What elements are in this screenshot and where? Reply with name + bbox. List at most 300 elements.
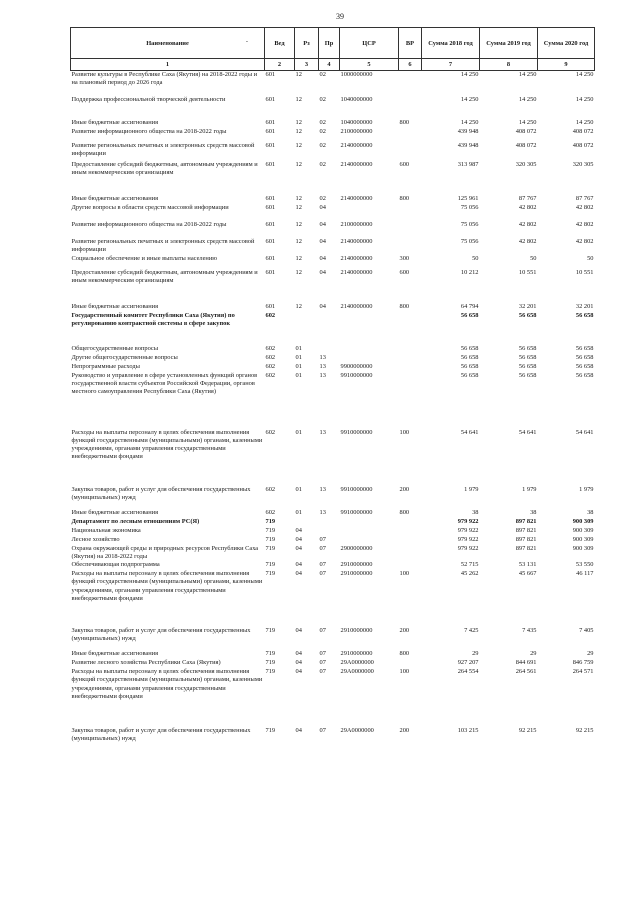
row-rz: 04 bbox=[295, 535, 302, 543]
table-row bbox=[71, 668, 595, 727]
row-sum-2020: 408 072 bbox=[572, 141, 594, 149]
row-csr: 1040000000 bbox=[340, 95, 373, 103]
row-csr: 2900000000 bbox=[340, 544, 373, 552]
row-pr: 04 bbox=[319, 203, 326, 211]
row-vr bbox=[399, 238, 422, 255]
row-pr: 02 bbox=[319, 127, 326, 135]
row-name: Расходы на выплаты персоналу в целях обеспечения выполнения функций государственными (муниципальными) органами, казенными учреждениями, органами управления государственными внебюджетными фондами bbox=[71, 428, 263, 461]
row-vr bbox=[399, 372, 422, 429]
row-vr: 100 bbox=[399, 668, 410, 676]
row-sum-2018: 979 922 bbox=[457, 544, 479, 552]
row-name: Другие общегосударственные вопросы bbox=[71, 353, 178, 361]
row-ved: 601 bbox=[265, 220, 276, 228]
row-pr bbox=[319, 518, 340, 527]
row-ved: 601 bbox=[265, 95, 276, 103]
row-csr: 2140000000 bbox=[340, 268, 373, 276]
row-sum-2019: 42 802 bbox=[518, 237, 537, 245]
row-vr bbox=[399, 527, 422, 536]
row-pr: 04 bbox=[319, 268, 326, 276]
row-pr: 02 bbox=[319, 141, 326, 149]
row-csr: 2100000000 bbox=[340, 220, 373, 228]
row-sum-2019: 29 bbox=[530, 650, 537, 658]
row-sum-2020: 46 117 bbox=[576, 570, 594, 578]
row-sum-2019: 1 979 bbox=[522, 485, 537, 493]
row-name: Предоставление субсидий бюджетным, автономным учреждениям и иным некоммерческим организациям bbox=[71, 160, 258, 176]
row-csr: 2100000000 bbox=[340, 127, 373, 135]
row-sum-2018: 45 262 bbox=[460, 570, 479, 578]
row-ved: 602 bbox=[265, 362, 276, 370]
column-index-cell: 9 bbox=[538, 59, 595, 71]
row-rz: 12 bbox=[295, 127, 302, 135]
row-sum-2018: 56 658 bbox=[460, 371, 479, 379]
row-csr: 2140000000 bbox=[340, 160, 373, 168]
row-rz: 01 bbox=[295, 428, 302, 436]
row-ved: 602 bbox=[265, 508, 276, 516]
column-index-cell: 7 bbox=[422, 59, 480, 71]
row-sum-2018: 313 987 bbox=[457, 160, 479, 168]
row-sum-2020: 42 802 bbox=[575, 237, 594, 245]
table-row bbox=[71, 518, 595, 527]
row-name: Лесное хозяйство bbox=[71, 535, 120, 543]
row-vr: 800 bbox=[399, 508, 410, 516]
row-name: Закупка товаров, работ и услуг для обеспечения государственных (муниципальных) нужд bbox=[71, 485, 251, 501]
row-sum-2018: 979 922 bbox=[457, 535, 479, 543]
row-name: Закупка товаров, работ и услуг для обеспечения государственных (муниципальных) нужд bbox=[71, 627, 251, 643]
row-csr: 2910000000 bbox=[340, 570, 373, 578]
table-row bbox=[71, 363, 595, 372]
row-pr: 02 bbox=[319, 118, 326, 126]
row-sum-2020: 900 309 bbox=[572, 517, 594, 525]
header-ved: Вед bbox=[265, 28, 295, 59]
row-sum-2020: 264 571 bbox=[572, 668, 594, 676]
row-sum-2019: 14 250 bbox=[518, 95, 537, 103]
column-index-cell: 1 bbox=[71, 59, 265, 71]
row-vr bbox=[399, 312, 422, 345]
row-pr bbox=[319, 527, 340, 536]
row-ved: 601 bbox=[265, 268, 276, 276]
row-sum-2018: 10 212 bbox=[460, 268, 479, 276]
row-sum-2019: 42 802 bbox=[518, 220, 537, 228]
table-row bbox=[71, 627, 595, 650]
row-rz: 01 bbox=[295, 353, 302, 361]
row-vr: 800 bbox=[399, 194, 410, 202]
header-rz: Рз bbox=[295, 28, 319, 59]
row-sum-2020: 14 250 bbox=[575, 95, 594, 103]
row-sum-2020: 7 405 bbox=[579, 627, 594, 635]
row-pr: 13 bbox=[319, 362, 326, 370]
row-sum-2020: 900 309 bbox=[572, 526, 594, 534]
row-sum-2018: 75 056 bbox=[460, 203, 479, 211]
row-sum-2020: 14 250 bbox=[575, 71, 594, 78]
header-vr: ВР bbox=[399, 28, 422, 59]
row-ved: 601 bbox=[265, 302, 276, 310]
row-ved: 602 bbox=[265, 485, 276, 493]
row-vr bbox=[399, 354, 422, 363]
row-name: Государственный комитет Республики Саха (Якутия) по регулированию контрактной системы в сфере закупок bbox=[71, 311, 235, 327]
row-csr bbox=[340, 354, 399, 363]
row-sum-2018: 56 658 bbox=[460, 362, 479, 370]
row-sum-2019: 32 201 bbox=[518, 302, 537, 310]
row-name: Общегосударственные вопросы bbox=[71, 344, 159, 352]
row-sum-2019: 264 561 bbox=[515, 668, 537, 676]
row-pr: 04 bbox=[319, 237, 326, 245]
row-pr: 02 bbox=[319, 95, 326, 103]
row-sum-2018: 14 250 bbox=[460, 118, 479, 126]
row-sum-2018: 54 641 bbox=[460, 428, 479, 436]
row-name: Иные бюджетные ассигнования bbox=[71, 508, 159, 516]
row-ved: 601 bbox=[265, 237, 276, 245]
row-name: Закупка товаров, работ и услуг для обеспечения государственных (муниципальных) нужд bbox=[71, 727, 251, 743]
row-sum-2018: 7 425 bbox=[464, 627, 479, 635]
row-rz bbox=[295, 518, 319, 527]
row-ved: 601 bbox=[265, 118, 276, 126]
table-row bbox=[71, 561, 595, 570]
row-rz: 12 bbox=[295, 302, 302, 310]
table-row bbox=[71, 650, 595, 659]
table-row bbox=[71, 221, 595, 238]
row-sum-2018: 52 715 bbox=[460, 561, 479, 569]
row-vr bbox=[399, 204, 422, 221]
row-csr: 29А0000000 bbox=[340, 659, 374, 667]
row-name: Иные бюджетные ассигнования bbox=[71, 194, 159, 202]
row-rz: 04 bbox=[295, 570, 302, 578]
row-pr: 07 bbox=[319, 668, 326, 676]
row-sum-2020: 408 072 bbox=[572, 127, 594, 135]
row-csr: 2910000000 bbox=[340, 561, 373, 569]
row-sum-2018: 439 948 bbox=[457, 127, 479, 135]
row-sum-2020: 32 201 bbox=[575, 302, 594, 310]
row-csr: 29А0000000 bbox=[340, 727, 374, 735]
row-sum-2018: 56 658 bbox=[460, 311, 479, 319]
row-sum-2019: 320 305 bbox=[515, 160, 537, 168]
row-sum-2020: 38 bbox=[587, 508, 594, 516]
row-pr: 07 bbox=[319, 627, 326, 635]
row-rz: 04 bbox=[295, 561, 302, 569]
table-body bbox=[71, 71, 595, 753]
row-pr: 04 bbox=[319, 220, 326, 228]
row-vr bbox=[399, 128, 422, 142]
table-row bbox=[71, 570, 595, 627]
page-number: 39 bbox=[336, 12, 344, 21]
row-csr bbox=[340, 204, 399, 221]
row-sum-2019: 56 658 bbox=[518, 311, 537, 319]
row-ved: 601 bbox=[265, 194, 276, 202]
row-sum-2019: 897 821 bbox=[515, 526, 537, 534]
row-name: Охрана окружающей среды и природных ресурсов Республики Саха (Якутия) на 2018-2022 годы bbox=[71, 544, 259, 560]
row-ved: 602 bbox=[265, 344, 276, 352]
row-pr: 07 bbox=[319, 727, 326, 735]
table-row bbox=[71, 527, 595, 536]
table-row bbox=[71, 354, 595, 363]
row-csr: 2910000000 bbox=[340, 650, 373, 658]
row-vr: 200 bbox=[399, 627, 410, 635]
row-sum-2018: 1 979 bbox=[464, 485, 479, 493]
row-vr: 800 bbox=[399, 650, 410, 658]
row-sum-2019: 897 821 bbox=[515, 535, 537, 543]
table-row bbox=[71, 96, 595, 119]
row-pr: 02 bbox=[319, 160, 326, 168]
row-name: Развитие информационного общества на 2018-2022 годы bbox=[71, 220, 227, 228]
row-sum-2019: 53 131 bbox=[518, 561, 537, 569]
row-pr: 07 bbox=[319, 659, 326, 667]
row-vr: 100 bbox=[399, 428, 410, 436]
row-pr: 04 bbox=[319, 254, 326, 262]
row-sum-2019: 87 767 bbox=[518, 194, 537, 202]
row-pr: 13 bbox=[319, 353, 326, 361]
row-ved: 719 bbox=[265, 535, 276, 543]
row-name: Развитие региональных печатных и электронных средств массовой информации bbox=[71, 237, 255, 253]
row-rz: 12 bbox=[295, 203, 302, 211]
row-pr: 07 bbox=[319, 544, 326, 552]
row-sum-2018: 75 056 bbox=[460, 237, 479, 245]
row-rz: 01 bbox=[295, 371, 302, 379]
table-row bbox=[71, 372, 595, 429]
row-rz: 12 bbox=[295, 160, 302, 168]
row-pr: 02 bbox=[319, 71, 326, 78]
row-sum-2019: 92 215 bbox=[518, 727, 537, 735]
row-pr: 04 bbox=[319, 302, 326, 310]
row-name: Поддержка профессиональной творческой деятельности bbox=[71, 95, 226, 103]
header-name bbox=[71, 28, 265, 59]
row-name: Развитие лесного хозяйства Республики Саха (Якутия) bbox=[71, 659, 221, 667]
row-sum-2020: 10 551 bbox=[575, 268, 594, 276]
row-ved: 602 bbox=[265, 371, 276, 379]
column-index-cell: 4 bbox=[319, 59, 340, 71]
row-sum-2020: 320 305 bbox=[572, 160, 594, 168]
row-rz: 01 bbox=[295, 485, 302, 493]
row-vr bbox=[399, 659, 422, 668]
row-ved: 601 bbox=[265, 71, 276, 78]
row-name: Иные бюджетные ассигнования bbox=[71, 302, 159, 310]
row-sum-2019: 7 435 bbox=[522, 627, 537, 635]
row-sum-2019: 56 658 bbox=[518, 371, 537, 379]
table-row bbox=[71, 195, 595, 204]
row-sum-2019: 14 250 bbox=[518, 71, 537, 78]
row-ved: 719 bbox=[265, 561, 276, 569]
row-csr: 2140000000 bbox=[340, 194, 373, 202]
row-sum-2018: 29 bbox=[472, 650, 479, 658]
row-ved: 602 bbox=[265, 428, 276, 436]
header-dash: - bbox=[245, 38, 248, 45]
row-name: Иные бюджетные ассигнования bbox=[71, 650, 159, 658]
table-row bbox=[71, 536, 595, 545]
row-ved: 602 bbox=[265, 311, 276, 319]
row-sum-2020: 50 bbox=[587, 254, 594, 262]
column-index-cell: 2 bbox=[265, 59, 295, 71]
row-sum-2018: 14 250 bbox=[460, 95, 479, 103]
row-csr bbox=[340, 527, 399, 536]
row-csr: 1040000000 bbox=[340, 118, 373, 126]
row-sum-2020: 87 767 bbox=[575, 194, 594, 202]
table-row bbox=[71, 509, 595, 518]
row-csr: 9910000000 bbox=[340, 371, 373, 379]
header-csr: ЦСР bbox=[340, 28, 399, 59]
row-vr bbox=[399, 142, 422, 161]
row-name: Непрограммные расходы bbox=[71, 362, 140, 370]
row-pr: 07 bbox=[319, 561, 326, 569]
row-ved: 719 bbox=[265, 526, 276, 534]
row-pr bbox=[319, 312, 340, 345]
row-sum-2020: 846 759 bbox=[572, 659, 594, 667]
row-pr: 13 bbox=[319, 485, 326, 493]
row-ved: 719 bbox=[265, 517, 276, 525]
row-name: Иные бюджетные ассигнования bbox=[71, 118, 159, 126]
row-ved: 719 bbox=[265, 627, 276, 635]
table-header-row bbox=[71, 28, 595, 59]
row-pr bbox=[319, 345, 340, 354]
header-name-label: Наименование bbox=[146, 39, 189, 47]
row-rz: 04 bbox=[295, 668, 302, 676]
row-pr: 13 bbox=[319, 371, 326, 379]
row-rz: 12 bbox=[295, 237, 302, 245]
row-sum-2019: 844 691 bbox=[515, 659, 537, 667]
row-rz: 12 bbox=[295, 254, 302, 262]
row-vr bbox=[399, 518, 422, 527]
column-index-cell: 8 bbox=[480, 59, 538, 71]
row-sum-2019: 56 658 bbox=[518, 353, 537, 361]
table-row bbox=[71, 269, 595, 303]
table-row bbox=[71, 727, 595, 752]
row-vr bbox=[399, 363, 422, 372]
row-sum-2018: 50 bbox=[472, 254, 479, 262]
row-csr: 2910000000 bbox=[340, 627, 373, 635]
row-ved: 601 bbox=[265, 141, 276, 149]
row-name: Руководство и управление в сфере установленных функций органов государственной власти субъектов Российской Федерации, органов местного самоуправления Республики Саха (Якутия) bbox=[71, 371, 258, 396]
row-vr bbox=[399, 536, 422, 545]
row-rz: 12 bbox=[295, 268, 302, 276]
row-vr bbox=[399, 221, 422, 238]
column-index-cell: 6 bbox=[399, 59, 422, 71]
row-sum-2020: 54 641 bbox=[575, 428, 594, 436]
row-sum-2018: 103 215 bbox=[457, 727, 479, 735]
row-sum-2020: 1 979 bbox=[579, 485, 594, 493]
row-sum-2019: 408 072 bbox=[515, 127, 537, 135]
row-ved: 601 bbox=[265, 127, 276, 135]
row-rz: 04 bbox=[295, 727, 302, 735]
row-rz: 01 bbox=[295, 362, 302, 370]
row-csr bbox=[340, 345, 399, 354]
row-sum-2019: 897 821 bbox=[515, 544, 537, 552]
row-sum-2019: 56 658 bbox=[518, 362, 537, 370]
row-name: Предоставление субсидий бюджетным, автономным учреждениям и иным некоммерческим организациям bbox=[71, 268, 258, 284]
table-row bbox=[71, 345, 595, 354]
row-vr: 200 bbox=[399, 727, 410, 735]
row-sum-2018: 125 961 bbox=[457, 194, 479, 202]
row-csr: 2140000000 bbox=[340, 237, 373, 245]
row-rz: 12 bbox=[295, 118, 302, 126]
row-sum-2019: 54 641 bbox=[518, 428, 537, 436]
row-name: Обеспечивающая подпрограмма bbox=[71, 561, 160, 569]
row-rz: 04 bbox=[295, 627, 302, 635]
row-vr: 800 bbox=[399, 118, 410, 126]
table-row bbox=[71, 659, 595, 668]
row-sum-2018: 927 207 bbox=[457, 659, 479, 667]
row-name: Расходы на выплаты персоналу в целях обеспечения выполнения функций государственными (муниципальными) органами, казенными учреждениями, органами управления государственными внебюджетными фондами bbox=[71, 570, 263, 602]
row-csr: 9910000000 bbox=[340, 485, 373, 493]
row-rz: 12 bbox=[295, 194, 302, 202]
row-ved: 719 bbox=[265, 727, 276, 735]
row-pr: 13 bbox=[319, 428, 326, 436]
row-ved: 719 bbox=[265, 650, 276, 658]
row-sum-2020: 42 802 bbox=[575, 203, 594, 211]
row-sum-2018: 439 948 bbox=[457, 141, 479, 149]
row-pr: 13 bbox=[319, 508, 326, 516]
row-sum-2020: 900 309 bbox=[572, 544, 594, 552]
column-index-row bbox=[71, 59, 595, 71]
row-name: Развитие региональных печатных и электронных средств массовой информации bbox=[71, 141, 255, 157]
row-csr: 9910000000 bbox=[340, 508, 373, 516]
row-rz: 12 bbox=[295, 71, 302, 78]
row-rz: 12 bbox=[295, 141, 302, 149]
row-sum-2019: 14 250 bbox=[518, 118, 537, 126]
row-sum-2018: 979 922 bbox=[457, 526, 479, 534]
row-sum-2019: 56 658 bbox=[518, 344, 537, 352]
row-vr: 800 bbox=[399, 302, 410, 310]
header-sum-2020: Сумма 2020 год bbox=[538, 28, 595, 59]
row-name: Департамент по лесным отношениям РС(Я) bbox=[71, 517, 200, 525]
row-ved: 601 bbox=[265, 160, 276, 168]
row-sum-2020: 56 658 bbox=[575, 371, 594, 379]
row-sum-2019: 897 821 bbox=[515, 517, 537, 525]
row-name: Расходы на выплаты персоналу в целях обеспечения выполнения функций государственными (муниципальными) органами, казенными учреждениями, органами управления государственными внебюджетными фондами bbox=[71, 668, 263, 700]
header-sum-2018: Сумма 2018 год bbox=[422, 28, 480, 59]
row-sum-2018: 56 658 bbox=[460, 353, 479, 361]
row-ved: 602 bbox=[265, 353, 276, 361]
row-vr: 600 bbox=[399, 268, 410, 276]
row-csr bbox=[340, 312, 399, 345]
row-sum-2018: 14 250 bbox=[460, 71, 479, 78]
row-ved: 719 bbox=[265, 570, 276, 578]
row-sum-2020: 56 658 bbox=[575, 344, 594, 352]
row-vr bbox=[399, 345, 422, 354]
table-row bbox=[71, 161, 595, 195]
row-csr: 2140000000 bbox=[340, 302, 373, 310]
row-sum-2020: 42 802 bbox=[575, 220, 594, 228]
row-sum-2020: 92 215 bbox=[575, 727, 594, 735]
table-row bbox=[71, 429, 595, 486]
row-csr bbox=[340, 518, 399, 527]
table-row bbox=[71, 128, 595, 142]
table-row bbox=[71, 238, 595, 255]
row-vr bbox=[399, 71, 422, 96]
row-sum-2020: 56 658 bbox=[575, 353, 594, 361]
table-row bbox=[71, 545, 595, 562]
row-vr: 200 bbox=[399, 485, 410, 493]
table-row bbox=[71, 312, 595, 345]
row-sum-2020: 56 658 bbox=[575, 362, 594, 370]
row-sum-2020: 53 550 bbox=[575, 561, 594, 569]
row-sum-2018: 75 056 bbox=[460, 220, 479, 228]
row-ved: 719 bbox=[265, 544, 276, 552]
row-rz: 01 bbox=[295, 508, 302, 516]
header-sum-2019: Сумма 2019 год bbox=[480, 28, 538, 59]
row-csr: 29А0000000 bbox=[340, 668, 374, 676]
table-row bbox=[71, 486, 595, 509]
row-rz: 12 bbox=[295, 95, 302, 103]
table-row bbox=[71, 303, 595, 312]
row-ved: 601 bbox=[265, 254, 276, 262]
row-rz: 01 bbox=[295, 344, 302, 352]
row-ved: 719 bbox=[265, 659, 276, 667]
row-vr: 600 bbox=[399, 160, 410, 168]
row-sum-2018: 38 bbox=[472, 508, 479, 516]
header-pr: Пр bbox=[319, 28, 340, 59]
row-pr: 07 bbox=[319, 535, 326, 543]
row-sum-2018: 64 794 bbox=[460, 302, 479, 310]
row-sum-2019: 50 bbox=[530, 254, 537, 262]
row-pr: 07 bbox=[319, 650, 326, 658]
row-vr bbox=[399, 96, 422, 119]
